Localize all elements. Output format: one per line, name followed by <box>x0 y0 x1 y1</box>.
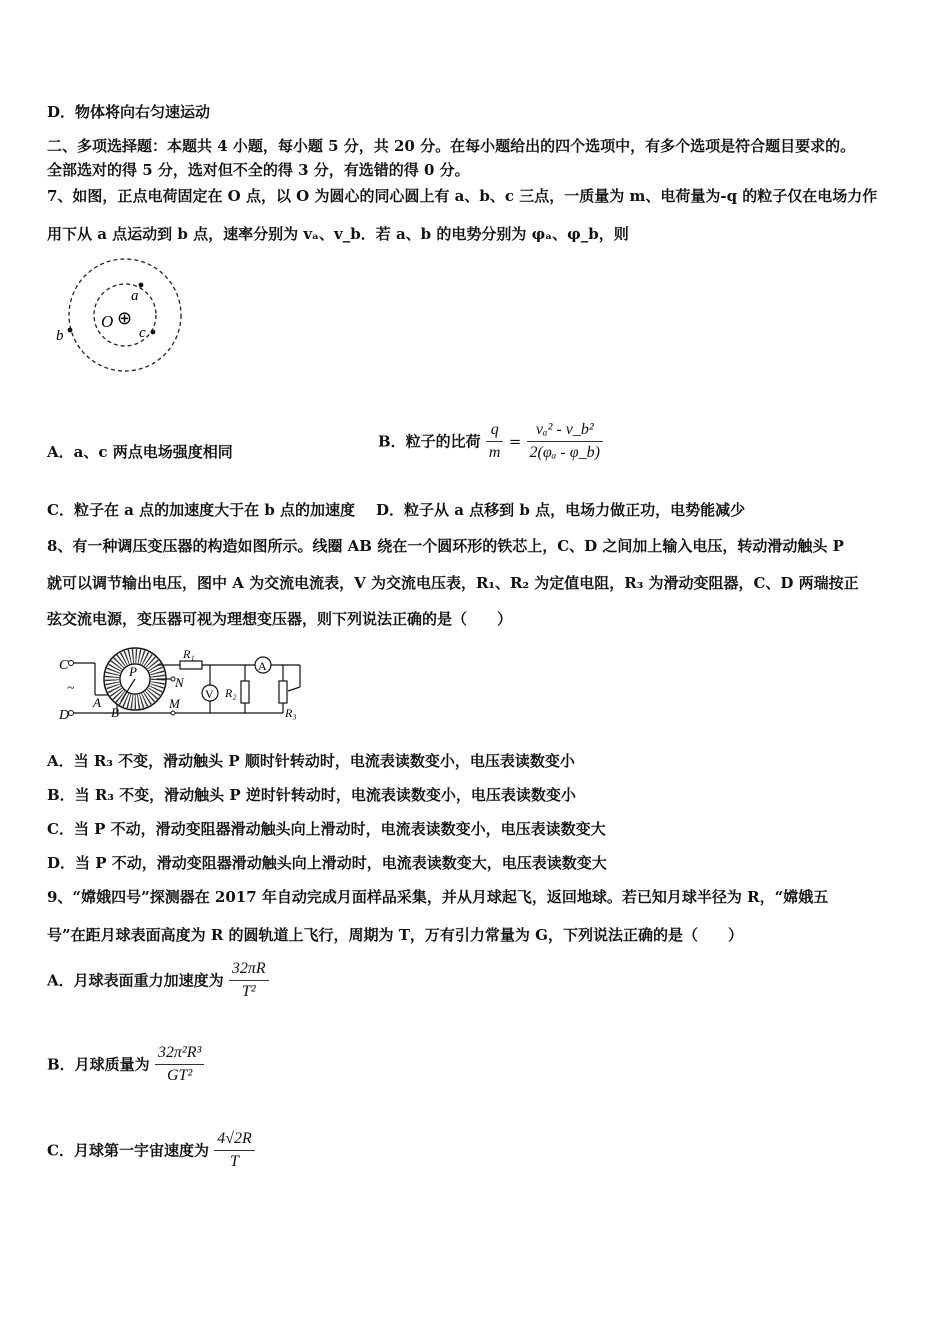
q7-option-b <box>378 419 603 464</box>
q9-b-den: GT² <box>166 1067 193 1084</box>
q7-stem-line2: 用下从 a 点运动到 b 点，速率分别为 vₐ、v_b．若 a、b 的电势分别为 φₐ、φ_b，则 <box>47 225 629 243</box>
q9-c-num: 4√2R <box>214 1128 255 1151</box>
q9-b-num: 32π²R³ <box>155 1042 204 1065</box>
q8-stem-line1: 8、有一种调压变压器的构造如图所示。线圈 AB 绕在一个圆环形的铁芯上，C、D 之间加上输入电压，转动滑动触头 P <box>47 537 844 555</box>
q9-option-b-prefix: B．月球质量为 <box>47 1055 150 1074</box>
q9-option-b <box>47 1042 204 1087</box>
q9-option-a <box>47 958 269 1003</box>
section-heading-line2: 全部选对的得 5 分，选对但不全的得 3 分，有选错的得 0 分。 <box>47 161 470 179</box>
q9-stem-line2: 号”在距月球表面高度为 R 的圆轨道上飞行，周期为 T，万有引力常量为 G，下列说法正确的是（ ） <box>47 926 743 944</box>
resistor-r3 <box>279 681 287 703</box>
q8-option-d: D．当 P 不动，滑动变阻器滑动触头向上滑动时，电流表读数变大，电压表读数变大 <box>47 854 607 872</box>
terminal-d <box>69 711 74 716</box>
label-a: a <box>131 288 139 304</box>
q7-equals-sign: = <box>508 432 522 451</box>
point-b <box>68 328 73 333</box>
q9-option-c <box>47 1128 255 1173</box>
label-P: P <box>129 664 137 679</box>
q9-a-den: T² <box>241 983 256 1000</box>
q7-option-d: D．粒子从 a 点移到 b 点，电场力做正功，电势能减少 <box>376 501 746 519</box>
label-A: A <box>93 695 101 710</box>
q7-option-c: C．粒子在 a 点的加速度大于在 b 点的加速度 <box>47 501 356 519</box>
ac-source-icon: ~ <box>67 681 75 696</box>
q9-a-num: 32πR <box>229 958 269 981</box>
label-c: c <box>139 325 146 341</box>
label-M: M <box>169 696 180 711</box>
q9-c-den: T <box>230 1153 239 1170</box>
ammeter-label: A <box>258 659 267 673</box>
terminal-c <box>69 661 74 666</box>
q7-concentric-circles-figure <box>45 250 195 375</box>
q7-ratio-den: m <box>488 444 501 461</box>
q8-stem-line2: 就可以调节输出电压，图中 A 为交流电流表，V 为交流电压表，R₁、R₂ 为定值电阻，R₃ 为滑动变阻器，C、D 两瑞按正 <box>47 574 859 592</box>
resistor-r2 <box>241 681 249 703</box>
terminal-m <box>171 711 175 715</box>
point-c <box>151 330 156 335</box>
label-b: b <box>56 328 64 344</box>
label-C: C <box>59 658 69 673</box>
point-a <box>139 283 144 288</box>
q6-option-d: D．物体将向右匀速运动 <box>47 103 211 121</box>
q7-stem-line1: 7、如图，正点电荷固定在 O 点，以 O 为圆心的同心圆上有 a、b、c 三点，一质量为 m、电荷量为-q 的粒子仅在电场力作 <box>47 187 878 205</box>
q9-option-c-fraction <box>214 1128 255 1173</box>
q8-option-b: B．当 R₃ 不变，滑动触头 P 逆时针转动时，电流表读数变小，电压表读数变小 <box>47 786 576 804</box>
voltmeter-label: V <box>205 687 214 701</box>
label-R1: R₁ <box>183 647 195 661</box>
q9-option-a-prefix: A．月球表面重力加速度为 <box>47 971 224 990</box>
resistor-r1 <box>180 661 202 669</box>
q9-option-b-fraction <box>155 1042 204 1087</box>
q9-option-c-prefix: C．月球第一宇宙速度为 <box>47 1141 209 1160</box>
q7-option-a: A．a、c 两点电场强度相同 <box>47 443 233 461</box>
label-D: D <box>59 708 70 723</box>
q8-option-c: C．当 P 不动，滑动变阻器滑动触头向上滑动时，电流表读数变小，电压表读数变大 <box>47 820 606 838</box>
q7-fraction-num: vₐ² - v_b² <box>527 419 603 442</box>
q8-transformer-circuit-figure <box>55 645 310 725</box>
label-R3: R₃ <box>285 706 297 720</box>
q8-option-a: A．当 R₃ 不变，滑动触头 P 顺时针转动时，电流表读数变小，电压表读数变小 <box>47 752 575 770</box>
label-B: B <box>111 705 119 720</box>
q7-charge-mass-ratio <box>486 419 504 464</box>
label-o: O <box>101 312 114 331</box>
label-R2: R₂ <box>225 686 237 700</box>
q7-option-b-prefix: B．粒子的比荷 <box>378 432 481 451</box>
positive-charge-icon: ⊕ <box>117 308 133 328</box>
q7-ratio-num: q <box>486 419 504 442</box>
section-heading-line1: 二、多项选择题：本题共 4 小题，每小题 5 分，共 20 分。在每小题给出的四个选项中，有多个选项是符合题目要求的。 <box>47 137 856 155</box>
q7-option-b-fraction <box>527 419 603 464</box>
label-N: N <box>175 675 184 690</box>
q7-fraction-den: 2(φₐ - φ_b) <box>529 444 600 461</box>
q9-option-a-fraction <box>229 958 269 1003</box>
q9-stem-line1: 9、“嫦娥四号”探测器在 2017 年自动完成月面样品采集，并从月球起飞，返回地球。若已知月球半径为 R，“嫦娥五 <box>47 888 829 906</box>
q8-stem-line3: 弦交流电源，变压器可视为理想变压器，则下列说法正确的是（ ） <box>47 610 513 628</box>
